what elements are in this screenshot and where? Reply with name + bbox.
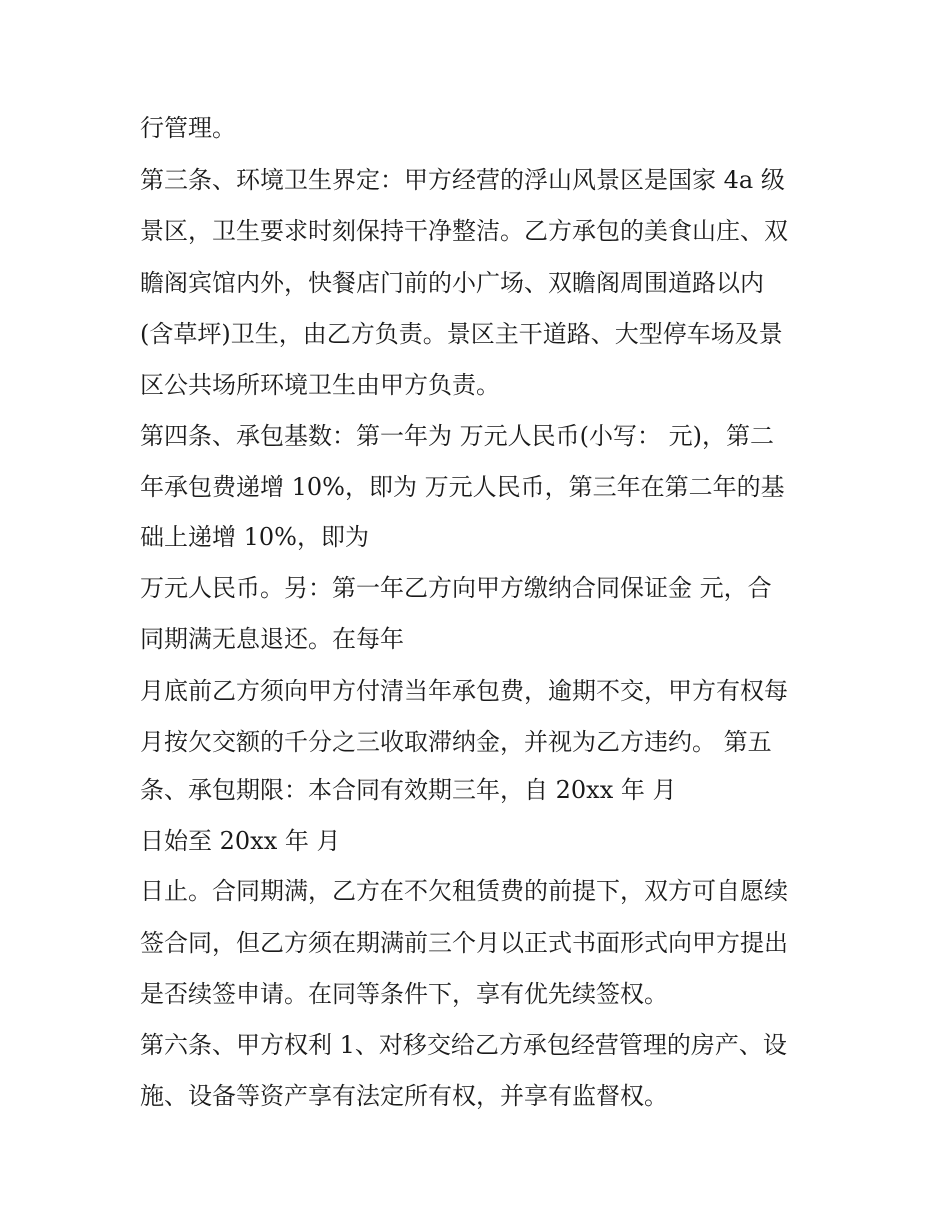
text-line: 条、承包期限：本合同有效期三年，自 20xx 年 月 [140,776,677,804]
text-line: 年承包费递增 10%，即为 万元人民币，第三年在第二年的基 [140,473,785,501]
text-line: 景区，卫生要求时刻保持干净整洁。乙方承包的美食山庄、双 [140,217,788,245]
text-line: 第三条、环境卫生界定：甲方经营的浮山风景区是国家 4a 级 [140,166,785,194]
text-line: 础上递增 10%，即为 [140,523,369,551]
text-line: 施、设备等资产享有法定所有权，并享有监督权。 [140,1082,668,1110]
text-line: 万元人民币。另：第一年乙方向甲方缴纳合同保证金 元，合 [140,574,772,602]
text-line: 同期满无息退还。在每年 [140,625,404,653]
text-line: 签合同，但乙方须在期满前三个月以正式书面形式向甲方提出 [140,929,788,957]
text-line: 瞻阁宾馆内外，快餐店门前的小广场、双瞻阁周围道路以内 [140,269,764,297]
text-line: 区公共场所环境卫生由甲方负责。 [140,371,500,399]
text-line: 是否续签申请。在同等条件下，享有优先续签权。 [140,980,668,1008]
text-line: 月按欠交额的千分之三收取滞纳金，并视为乙方违约。 第五 [140,728,772,756]
text-line: 第六条、甲方权利 1、对移交给乙方承包经营管理的房产、设 [140,1031,787,1059]
text-line: 日始至 20xx 年 月 [140,827,341,855]
text-line: 月底前乙方须向甲方付清当年承包费，逾期不交，甲方有权每 [140,677,788,705]
text-line: 第四条、承包基数：第一年为 万元人民币(小写： 元)，第二 [140,422,774,450]
text-line: (含草坪)卫生，由乙方负责。景区主干道路、大型停车场及景 [140,320,783,348]
text-line: 行管理。 [140,114,236,142]
text-line: 日止。合同期满，乙方在不欠租赁费的前提下，双方可自愿续 [140,877,788,905]
